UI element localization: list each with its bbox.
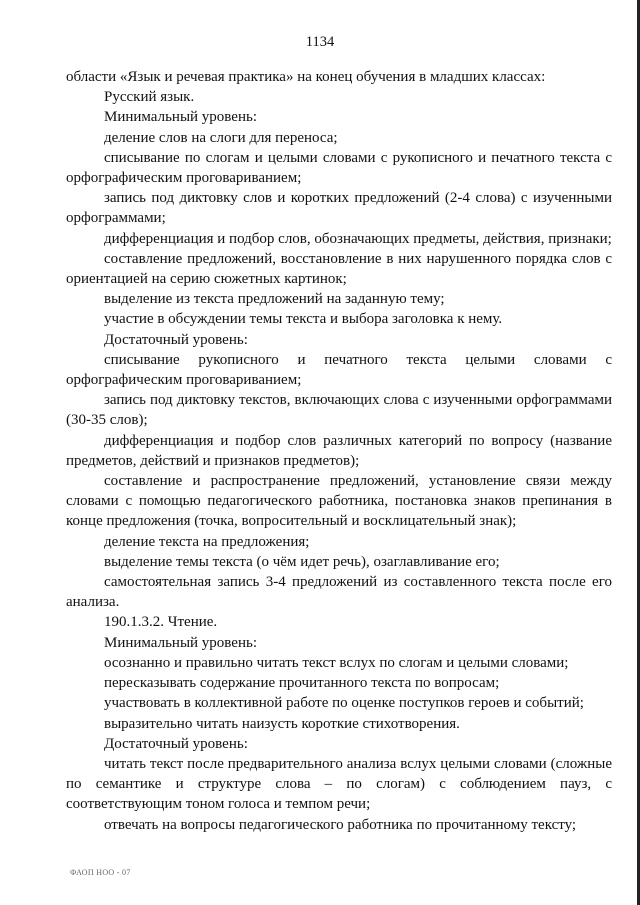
paragraph: участие в обсуждении темы текста и выбора заголовка к нему.	[104, 311, 503, 328]
paragraph: отвечать на вопросы педагогического работника по прочитанному тексту;	[104, 816, 577, 833]
paragraph: деление текста на предложения;	[104, 533, 310, 550]
paragraph: области «Язык и речевая практика» на конец обучения в младших классах:	[66, 69, 546, 85]
paragraph: осознанно и правильно читать текст вслух по слогам и целыми словами;	[104, 654, 569, 671]
page-number: 1134	[305, 34, 335, 50]
paragraph: запись под диктовку текстов, включающих слова с изученными орфограммами (30-35 слов);	[66, 392, 612, 429]
paragraph: выразительно читать наизусть короткие стихотворения.	[104, 715, 460, 732]
paragraph: Достаточный уровень:	[104, 735, 248, 752]
paragraph: составление предложений, восстановление в них нарушенного порядка слов с ориентацией на серию сюжетных картинок;	[66, 250, 612, 288]
paragraph: запись под диктовку слов и коротких предложений (2-4 слова) с изученными орфограммами;	[66, 190, 612, 227]
paragraph: участвовать в коллективной работе по оценке поступков героев и событий;	[104, 695, 584, 712]
section-heading: 190.1.3.2. Чтение.	[104, 614, 218, 631]
paragraph: Минимальный уровень:	[104, 634, 257, 651]
paragraph: Минимальный уровень:	[104, 109, 257, 126]
paragraph: списывание рукописного и печатного текста целыми словами с орфографическим проговариванием;	[66, 351, 612, 389]
paragraph: пересказывать содержание прочитанного текста по вопросам;	[104, 675, 500, 692]
paragraph: читать текст после предварительного анализа вслух целыми словами (сложные по семантике и структуре слова – по слогам) с соблюдением пауз, с соответствующим тоном голоса и темпом речи;	[66, 755, 612, 813]
paragraph: составление и распространение предложений, установление связи между словами с помощью педагогического работника, постановка знаков препинания в конце предложения (точка, вопросительный и восклицательный знак);	[66, 473, 612, 530]
paragraph: дифференциация и подбор слов различных категорий по вопросу (название предметов, действий и признаков предметов);	[66, 432, 612, 469]
paragraph: дифференциация и подбор слов, обозначающих предметы, действия, признаки;	[104, 230, 612, 247]
paragraph: деление слов на слоги для переноса;	[104, 129, 338, 146]
page-body	[66, 67, 612, 835]
paragraph: самостоятельная запись 3-4 предложений из составленного текста после его анализа.	[66, 574, 612, 611]
paragraph: списывание по слогам и целыми словами с рукописного и печатного текста с орфографическим проговариванием;	[66, 149, 612, 187]
paragraph: выделение темы текста (о чём идет речь), озаглавливание его;	[104, 553, 500, 570]
paragraph: Русский язык.	[104, 89, 195, 106]
page-footer: ФАОП НОО - 07	[70, 868, 131, 877]
paragraph: выделение из текста предложений на заданную тему;	[104, 291, 445, 308]
paragraph: Достаточный уровень:	[104, 331, 248, 348]
